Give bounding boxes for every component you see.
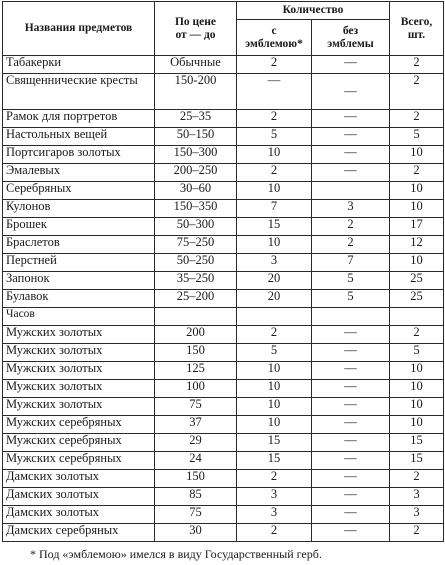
cell-without-emblem xyxy=(312,182,390,200)
table-row xyxy=(3,524,444,542)
cell-with-emblem: 20 xyxy=(237,290,312,308)
cell-name: Дамских серебряных xyxy=(3,524,155,542)
cell-name: Мужских серебряных xyxy=(3,434,155,452)
header-price xyxy=(155,2,237,56)
cell-price: 50–150 xyxy=(155,128,237,146)
cell-with-emblem: 2 xyxy=(237,326,312,344)
cell-with-emblem: 10 xyxy=(237,146,312,164)
cell-with-emblem: — xyxy=(237,74,312,110)
cell-total: 2 xyxy=(390,110,444,128)
table-row xyxy=(3,56,444,74)
cell-total: 2 xyxy=(390,524,444,542)
cell-without-emblem: 2 xyxy=(312,236,390,254)
cell-with-emblem: 10 xyxy=(237,416,312,434)
cell-price: 24 xyxy=(155,452,237,470)
cell-name: Браслетов xyxy=(3,236,155,254)
cell-without-emblem: — xyxy=(312,362,390,380)
cell-total: 2 xyxy=(390,74,444,110)
table-row xyxy=(3,434,444,452)
cell-total: 15 xyxy=(390,452,444,470)
cell-with-emblem: 20 xyxy=(237,272,312,290)
table-row xyxy=(3,164,444,182)
table-body xyxy=(3,56,444,542)
cell-name: Табакерки xyxy=(3,56,155,74)
items-table xyxy=(2,1,444,542)
table-row xyxy=(3,110,444,128)
cell-name: Мужских золотых xyxy=(3,362,155,380)
cell-name: Кулонов xyxy=(3,200,155,218)
cell-price: 150–350 xyxy=(155,200,237,218)
cell-price: 25–200 xyxy=(155,290,237,308)
cell-name: Перстней xyxy=(3,254,155,272)
header-quantity: Количество xyxy=(237,2,390,20)
table-row xyxy=(3,182,444,200)
cell-price: 30 xyxy=(155,524,237,542)
cell-name: Эмалевых xyxy=(3,164,155,182)
cell-with-emblem: 2 xyxy=(237,524,312,542)
cell-name: Булавок xyxy=(3,290,155,308)
cell-price: 85 xyxy=(155,488,237,506)
cell-with-emblem: 2 xyxy=(237,470,312,488)
cell-without-emblem: — xyxy=(312,56,390,74)
cell-price: 150–300 xyxy=(155,146,237,164)
cell-total: 12 xyxy=(390,236,444,254)
cell-price: 125 xyxy=(155,362,237,380)
cell-price: 150 xyxy=(155,470,237,488)
cell-total: 10 xyxy=(390,416,444,434)
header-price-line2: от — до xyxy=(175,28,216,41)
cell-price: 30–60 xyxy=(155,182,237,200)
table-row xyxy=(3,254,444,272)
cell-with-emblem: 10 xyxy=(237,362,312,380)
table-row xyxy=(3,308,444,326)
table-row xyxy=(3,218,444,236)
cell-with-emblem: 15 xyxy=(237,434,312,452)
header-with-line2: эмблемою* xyxy=(245,37,303,50)
cell-with-emblem xyxy=(237,308,312,326)
cell-price: Обычные xyxy=(155,56,237,74)
cell-without-emblem: — xyxy=(312,128,390,146)
cell-without-emblem: 5 xyxy=(312,290,390,308)
header-with-emblem xyxy=(237,20,312,56)
cell-price: 200 xyxy=(155,326,237,344)
cell-price: 50–250 xyxy=(155,254,237,272)
cell-total: 10 xyxy=(390,380,444,398)
table-row xyxy=(3,380,444,398)
cell-price: 29 xyxy=(155,434,237,452)
cell-without-emblem: — xyxy=(312,146,390,164)
header-price-line1: По цене xyxy=(174,16,217,29)
cell-total: 10 xyxy=(390,254,444,272)
table-row xyxy=(3,146,444,164)
cell-without-emblem: — xyxy=(312,326,390,344)
cell-total xyxy=(390,308,444,326)
cell-name: Дамских золотых xyxy=(3,506,155,524)
cell-name: Мужских золотых xyxy=(3,344,155,362)
cell-name: Брошек xyxy=(3,218,155,236)
cell-total: 25 xyxy=(390,290,444,308)
cell-total: 10 xyxy=(390,146,444,164)
header-total xyxy=(390,2,444,56)
cell-total: 5 xyxy=(390,344,444,362)
cell-without-emblem: 5 xyxy=(312,272,390,290)
cell-name: Мужских золотых xyxy=(3,326,155,344)
table-row xyxy=(3,452,444,470)
cell-price: 35–250 xyxy=(155,272,237,290)
header-without-emblem xyxy=(312,20,390,56)
header-with-line1: с xyxy=(271,25,277,38)
cell-price: 37 xyxy=(155,416,237,434)
cell-price: 150-200 xyxy=(155,74,237,110)
cell-price: 100 xyxy=(155,380,237,398)
cell-total: 15 xyxy=(390,434,444,452)
cell-price: 50–300 xyxy=(155,218,237,236)
header-without-line2: эмблемы xyxy=(327,37,374,50)
cell-with-emblem: 3 xyxy=(237,488,312,506)
table-row xyxy=(3,416,444,434)
cell-with-emblem: 5 xyxy=(237,344,312,362)
cell-with-emblem: 15 xyxy=(237,452,312,470)
cell-with-emblem: 10 xyxy=(237,182,312,200)
cell-name: Рамок для портретов xyxy=(3,110,155,128)
table-row xyxy=(3,398,444,416)
cell-total: 5 xyxy=(390,128,444,146)
cell-price: 75 xyxy=(155,398,237,416)
cell-without-emblem: — xyxy=(312,416,390,434)
cell-with-emblem: 15 xyxy=(237,218,312,236)
table-row xyxy=(3,290,444,308)
cell-with-emblem: 3 xyxy=(237,254,312,272)
table-row xyxy=(3,236,444,254)
cell-without-emblem: — xyxy=(312,380,390,398)
cell-with-emblem: 10 xyxy=(237,380,312,398)
cell-name: Священнические кресты xyxy=(3,74,155,110)
cell-without-emblem: 2 xyxy=(312,218,390,236)
footnote: * Под «эмблемою» имелся в виду Государственный герб. xyxy=(30,547,322,561)
cell-total: 3 xyxy=(390,488,444,506)
cell-name: Серебряных xyxy=(3,182,155,200)
table-row xyxy=(3,488,444,506)
header-row-top xyxy=(3,2,444,20)
cell-total: 2 xyxy=(390,56,444,74)
cell-with-emblem: 2 xyxy=(237,164,312,182)
cell-without-emblem: — xyxy=(312,452,390,470)
cell-without-emblem xyxy=(312,308,390,326)
cell-total: 3 xyxy=(390,506,444,524)
cell-total: 10 xyxy=(390,362,444,380)
cell-price xyxy=(155,308,237,326)
cell-without-emblem: — xyxy=(312,506,390,524)
cell-with-emblem: 10 xyxy=(237,398,312,416)
cell-with-emblem: 5 xyxy=(237,128,312,146)
cell-total: 10 xyxy=(390,200,444,218)
cell-price: 25–35 xyxy=(155,110,237,128)
cell-with-emblem: 2 xyxy=(237,56,312,74)
header-total-line2: шт. xyxy=(407,28,426,41)
table-row xyxy=(3,506,444,524)
cell-name: Дамских золотых xyxy=(3,488,155,506)
cell-name: Часов xyxy=(3,308,155,326)
cell-name: Дамских золотых xyxy=(3,470,155,488)
cell-with-emblem: 7 xyxy=(237,200,312,218)
cell-total: 2 xyxy=(390,164,444,182)
cell-with-emblem: 2 xyxy=(237,110,312,128)
table-row xyxy=(3,470,444,488)
cell-without-emblem: — xyxy=(312,488,390,506)
cell-name: Мужских серебряных xyxy=(3,452,155,470)
cell-total: 2 xyxy=(390,470,444,488)
cell-without-emblem: — xyxy=(312,164,390,182)
cell-price: 150 xyxy=(155,344,237,362)
table-row xyxy=(3,344,444,362)
cell-name: Мужских серебряных xyxy=(3,416,155,434)
cell-without-emblem: — xyxy=(312,434,390,452)
cell-without-emblem: 3 xyxy=(312,200,390,218)
header-without-line1: без xyxy=(342,25,359,38)
cell-without-emblem: — xyxy=(312,524,390,542)
table-row xyxy=(3,362,444,380)
cell-total: 25 xyxy=(390,272,444,290)
cell-name: Настольных вещей xyxy=(3,128,155,146)
cell-name: Мужских золотых xyxy=(3,398,155,416)
cell-without-emblem: — xyxy=(312,344,390,362)
table-row xyxy=(3,74,444,110)
cell-with-emblem: 3 xyxy=(237,506,312,524)
cell-without-emblem: 7 xyxy=(312,254,390,272)
table-row xyxy=(3,326,444,344)
table-row xyxy=(3,128,444,146)
cell-total: 10 xyxy=(390,182,444,200)
cell-price: 75–250 xyxy=(155,236,237,254)
header-name: Названия предметов xyxy=(3,2,155,56)
cell-without-emblem: — xyxy=(312,110,390,128)
cell-total: 17 xyxy=(390,218,444,236)
cell-name: Мужских золотых xyxy=(3,380,155,398)
cell-without-emblem: — xyxy=(312,470,390,488)
table-row xyxy=(3,200,444,218)
table-row xyxy=(3,272,444,290)
cell-with-emblem: 10 xyxy=(237,236,312,254)
cell-without-emblem: — xyxy=(312,74,390,110)
header-total-line1: Всего, xyxy=(400,16,433,29)
cell-without-emblem: — xyxy=(312,398,390,416)
cell-price: 200–250 xyxy=(155,164,237,182)
cell-name: Запонок xyxy=(3,272,155,290)
cell-name: Портсигаров золотых xyxy=(3,146,155,164)
cell-price: 75 xyxy=(155,506,237,524)
cell-total: 2 xyxy=(390,326,444,344)
cell-total: 10 xyxy=(390,398,444,416)
